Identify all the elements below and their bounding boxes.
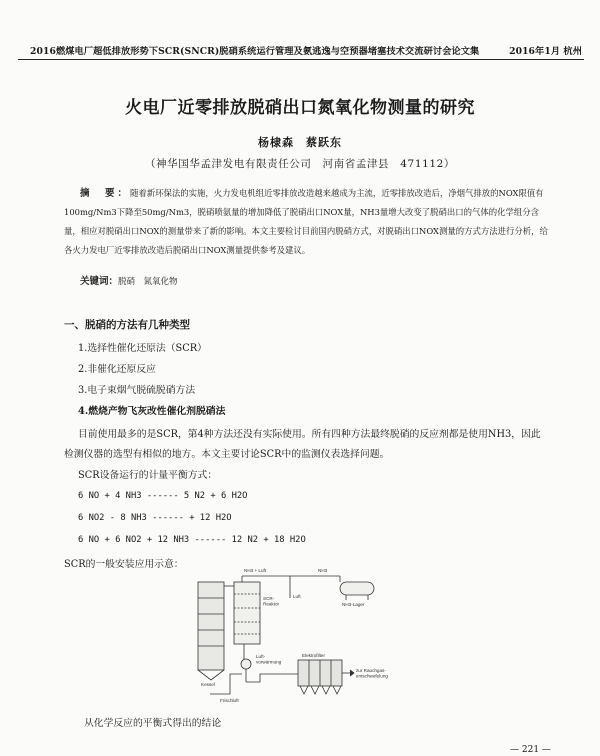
abstract-label: 摘 要： bbox=[80, 188, 131, 199]
abstract-text: 随着新环保法的实施，火力发电机组近零排放改造越来越成为主流，近零排放改造后，净烟气排放的NOX限值有100mg/Nm3下降至50mg/Nm3，脱硝喷氨量的增加降低了脱硝出口NOX量，NH3量增大改变了脱硝出口的气体的化学组分含量，相应对脱硝出口NOX的测量带来了新的影响。本文主要检讨目前国内脱硝方式，对脱硝出口NOX测量的方式方法进行分析，给各火力发电厂近零排放改造后脱硝出口NOX测量提供参考及建议。 bbox=[64, 188, 548, 255]
method-item: 4.燃烧产物飞灰改性催化剂脱硝法 bbox=[78, 406, 226, 417]
paper-title: 火电厂近零排放脱硝出口氮氧化物测量的研究 bbox=[125, 98, 475, 118]
outlet-arrow bbox=[350, 670, 354, 676]
electrostatic-filter bbox=[298, 660, 342, 694]
label-nh3-luft: NH3 + Luft bbox=[244, 568, 267, 573]
air-preheater bbox=[241, 644, 251, 682]
method-item: 3.电子束烟气脱硫脱硝方法 bbox=[78, 385, 196, 396]
label-luft: Luft bbox=[293, 594, 301, 599]
label-lv-line1: Luft- bbox=[256, 654, 266, 659]
method-item: 2.非催化还原反应 bbox=[78, 364, 156, 375]
equation: 6 NO + 4 NH3 ------ 5 N2 + 6 H2O bbox=[78, 491, 248, 501]
running-header bbox=[18, 40, 584, 58]
label-nh3-lager: NH3-Lager bbox=[342, 602, 365, 607]
flue-gas-duct bbox=[246, 674, 298, 682]
body-paragraph: 目前使用最多的是SCR，第4种方法还没有实际使用。所有四种方法最终脱硝的反应剂都是使用NH3，因此检测仪器的选型有相似的地方。本文主要讨论SCR中的监测仪表选择问题。 bbox=[64, 429, 541, 460]
label-lv-line2: vorwärmung bbox=[256, 659, 282, 665]
label-rg-line1: zur Rauchgas- bbox=[356, 668, 386, 673]
boiler bbox=[198, 582, 224, 680]
paper-authors: 杨棣森 蔡跃东 bbox=[258, 136, 342, 149]
scr-reactor bbox=[224, 582, 260, 644]
nh3-storage-tank bbox=[340, 582, 374, 600]
equation: 6 NO + 6 NO2 + 12 NH3 ------ 12 N2 + 18 H2O bbox=[78, 535, 306, 545]
label-rauchgas bbox=[356, 668, 388, 679]
keywords-text: 脱硝 氮氧化物 bbox=[118, 277, 178, 287]
conference-date: 2016年1月 杭州 bbox=[509, 46, 582, 57]
label-rg-line2: entschwefelung bbox=[356, 673, 388, 679]
conclusion-line: 从化学反应的平衡式得出的结论 bbox=[84, 718, 222, 729]
section-heading: 一、脱硝的方法有几种类型 bbox=[64, 319, 190, 331]
scr-installation-diagram bbox=[190, 562, 405, 705]
method-item: 1.选择性催化还原法（SCR） bbox=[78, 343, 207, 354]
equations-heading: SCR设备运行的计量平衡方式： bbox=[78, 470, 218, 481]
label-scr-line2: Reaktor bbox=[263, 601, 280, 607]
label-frischluft: Frischluft bbox=[220, 698, 239, 703]
journal-title: 2016燃煤电厂超低排放形势下SCR(SNCR)脱硝系统运行管理及氨逃逸与空预器堵塞技术交流研讨会论文集 bbox=[30, 46, 480, 57]
label-elektrofilter: Elektrofilter bbox=[302, 653, 325, 658]
abstract bbox=[64, 184, 548, 260]
label-scr-line1: SCR- bbox=[263, 596, 275, 601]
equation: 6 NO2 - 8 NH3 ------ + 12 H2O bbox=[78, 513, 232, 523]
keywords-label: 关键词： bbox=[80, 276, 119, 287]
header-rule bbox=[18, 59, 584, 60]
label-scr-reaktor bbox=[263, 596, 280, 607]
page-number: — 221 — bbox=[510, 745, 551, 755]
install-note: SCR的一般安装应用示意： bbox=[64, 559, 184, 570]
label-nh3: NH3 bbox=[318, 568, 328, 573]
label-kessel: Kessel bbox=[201, 682, 215, 687]
keywords bbox=[80, 273, 178, 287]
label-luftvorwaermung bbox=[256, 654, 282, 665]
author-affiliation: （神华国华孟津发电有限责任公司 河南省孟津县 471112） bbox=[144, 158, 456, 170]
